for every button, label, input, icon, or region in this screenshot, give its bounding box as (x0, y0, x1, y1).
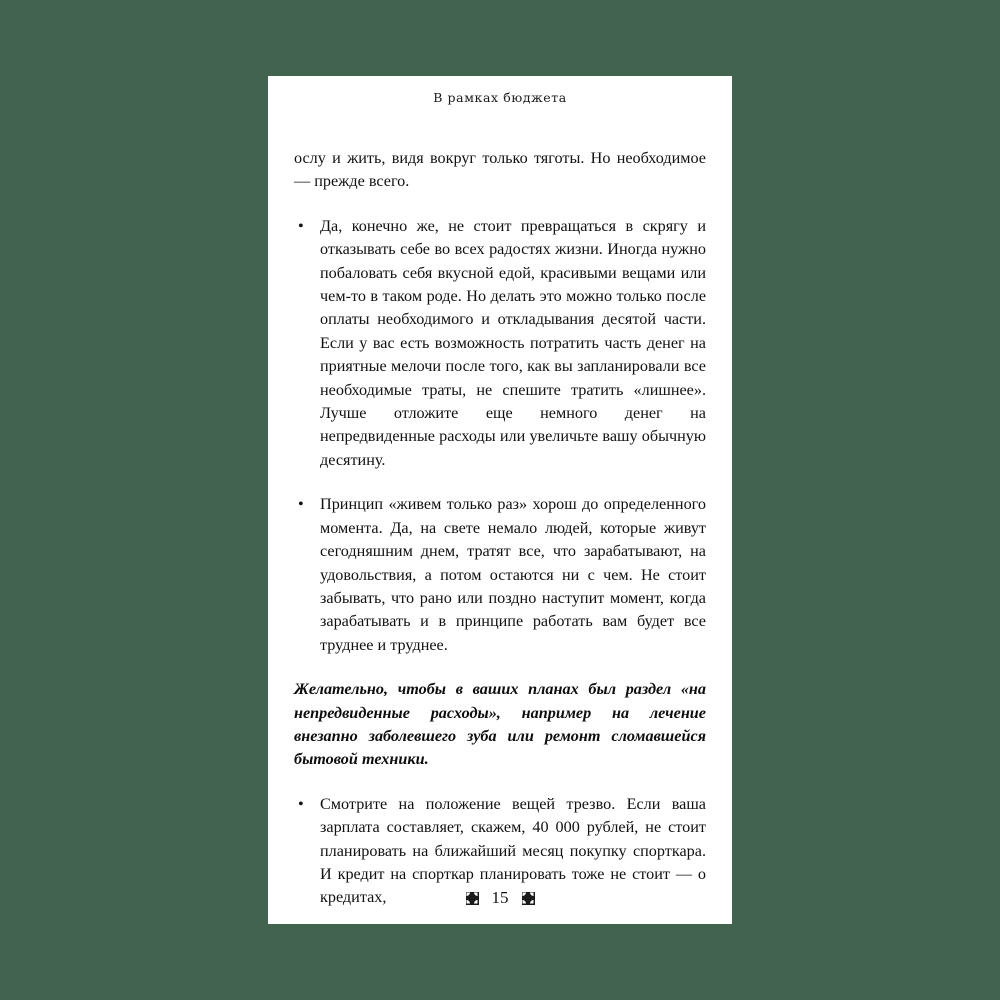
bullet-icon: • (298, 216, 304, 235)
book-page (268, 76, 732, 924)
list-item (294, 215, 706, 472)
list-item-text: Принцип «живем только раз» хорош до определенного момента. Да, на свете немало людей, которые живут сегодняшним днем, тратят все, что зарабатывают, на удовольствия, а потом остаются ни с чем. Не стоит забывать, что рано или поздно наступит момент, когда зарабатывать и в принципе работать вам будет все труднее и труднее. (320, 495, 706, 654)
bullet-icon: • (298, 794, 304, 813)
page-inner (268, 76, 732, 924)
callout-block (294, 678, 706, 772)
opening-paragraph: ослу и жить, видя вокруг только тяготы. Но необходимое — прежде всего. (294, 149, 706, 191)
list-item-text: Смотрите на положение вещей трезво. Если ваша зарплата составляет, скажем, 40 000 рублей, не стоит планировать на ближайший месяц покупку спорткара. И кредит на спорткар планировать тоже не стоит — о кредитах, (320, 794, 706, 907)
running-head: В рамках бюджета (433, 90, 567, 105)
page-footer (268, 888, 732, 908)
page-number: 15 (491, 888, 509, 907)
list-item-text: Да, конечно же, не стоит превращаться в скрягу и отказывать себе во всех радостях жизни. Иногда нужно побаловать себя вкусной едой, красивыми вещами или чем-то в таком роде. Но делать это можно только после оплаты необходимого и откладывания десятой части. Если у вас есть возможность потратить часть денег на приятные мелочи после того, как вы запланировали все необходимые траты, не спешите тратить «лишнее». Лучше отложите еще немного денег на непредвиденные расходы или увеличьте вашу обычную десятину. (320, 216, 706, 469)
list-item (294, 493, 706, 657)
callout-text: Желательно, чтобы в ваших планах был раздел «на непредвиденные расходы», например на лечение внезапно заболевшего зуба или ремонт сломавшейся бытовой техники. (294, 680, 706, 769)
maltese-cross-ornament-icon (466, 892, 479, 905)
maltese-cross-ornament-icon (522, 892, 535, 905)
bullet-icon: • (298, 495, 304, 514)
page-body (294, 147, 706, 910)
